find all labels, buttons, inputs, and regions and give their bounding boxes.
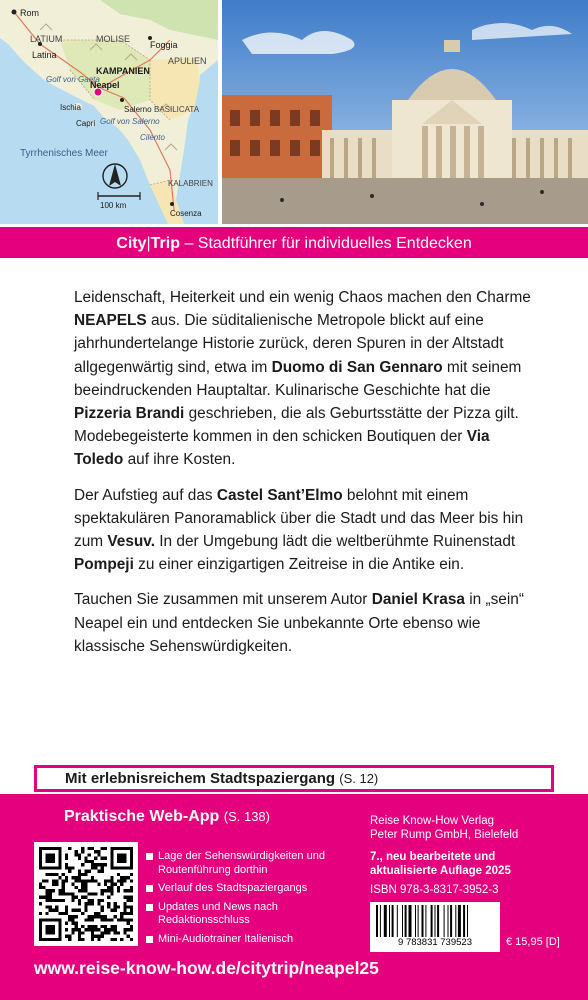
feature-item: Verlauf des Stadtspaziergangs (146, 882, 356, 896)
map-graphic (0, 0, 218, 224)
feature-item: Updates und News nach Redaktionsschluss (146, 901, 356, 928)
feature-item: Lage der Sehenswürdigkeiten und Routenführung dorthin (146, 850, 356, 877)
map-label-foggia: Foggia (150, 40, 178, 50)
map-label-salerno: Salerno (124, 105, 152, 114)
map-label-apulien: APULIEN (168, 56, 207, 66)
map-label-tyrrhenisch: Tyrrhenisches Meer (20, 148, 108, 159)
map-label-cilento: Cilento (140, 133, 165, 142)
band-tagline: – Stadtführer für individuelles Entdecken (180, 235, 472, 252)
map-label-basilicata: BASILICATA (154, 105, 200, 114)
map-label-golf-salerno: Golf von Salerno (100, 117, 160, 126)
map-label-latium: LATIUM (30, 34, 63, 44)
webapp-title-text: Praktische Web-App (64, 808, 220, 825)
map-label-gaeta: Golf von Gaeta (46, 75, 100, 84)
isbn: ISBN 978-3-8317-3952-3 (370, 884, 499, 896)
map-label-kalabrien: KALABRIEN (168, 179, 213, 188)
map-scale-label: 100 km (100, 201, 127, 210)
webapp-ref: (S. 138) (223, 809, 270, 824)
publisher-info (370, 814, 518, 842)
map-label-rom: Rom (20, 8, 40, 18)
map-label-ischia: Ischia (60, 103, 81, 112)
website-link[interactable]: www.reise-know-how.de/citytrip/neapel25 (34, 958, 379, 978)
map-label-latina: Latina (32, 50, 57, 60)
brand-separator: | (146, 235, 151, 252)
brand-trip: Trip (150, 235, 180, 252)
city-walk-label: Mit erlebnisreichem Stadtspaziergang (65, 770, 336, 787)
info-panel (0, 794, 588, 1000)
intro-paragraph-3: Tauchen Sie zusammen mit unserem Autor Daniel Krasa in „sein“ Neapel ein und entdecken Sie unbekannte Orte ebenso wie klassische Sehenswürdigkeiten. (74, 591, 524, 655)
webapp-title (64, 808, 270, 826)
city-walk-box (34, 765, 554, 792)
intro-paragraph-2: Der Aufstieg auf das Castel Sant’Elmo belohnt mit einem spektakulären Panoramablick über die Stadt und das Meer bis hin zum Vesuv. In der Umgebung lädt die weltberühmte Ruinenstadt Pompeji zu einer einzigartigen Zeitreise in die Antike ein. (74, 486, 524, 574)
intro-text (74, 286, 534, 670)
edition-info (370, 850, 511, 878)
series-band (0, 224, 588, 258)
barcode-digits: 9 783831 739523 (372, 937, 498, 949)
brand-city: City (116, 235, 147, 252)
qr-code[interactable] (34, 842, 138, 946)
intro-paragraph-1: Leidenschaft, Heiterkeit und ein wenig Chaos machen den Charme NEAPELS aus. Die süditalienische Metropole blickt auf eine jahrhundertelange Historie zurück, deren Spuren in der Altstadt allgegenwärtig sind, etwa im Duomo di San Gennaro mit seinem beeindruckenden Hauptaltar. Kulinarische Geschichte hat die Pizzeria Brandi geschrieben, die als Geburtsstätte der Pizza gilt. Modebegeisterte kommen in den schicken Boutiquen der Via Toledo auf ihre Kosten. (74, 289, 531, 469)
region-map (0, 0, 218, 224)
map-label-cosenza: Cosenza (170, 209, 202, 218)
webapp-features (146, 850, 356, 951)
edition-line-1: 7., neu bearbeitete und (370, 851, 496, 863)
map-label-neapel: Neapel (90, 80, 120, 90)
map-label-kampanien: KAMPANIEN (96, 66, 150, 76)
publisher-name: Reise Know-How Verlag (370, 815, 495, 827)
map-label-molise: MOLISE (96, 34, 131, 44)
edition-line-2: aktualisierte Auflage 2025 (370, 865, 511, 877)
map-label-capri: Capri (76, 119, 96, 128)
feature-item: Mini-Audiotrainer Italienisch (146, 933, 356, 947)
publisher-company: Peter Rump GmbH, Bielefeld (370, 829, 519, 841)
price: € 15,95 [D] (506, 936, 560, 948)
city-walk-ref: (S. 12) (339, 771, 379, 786)
city-photo (222, 0, 588, 224)
